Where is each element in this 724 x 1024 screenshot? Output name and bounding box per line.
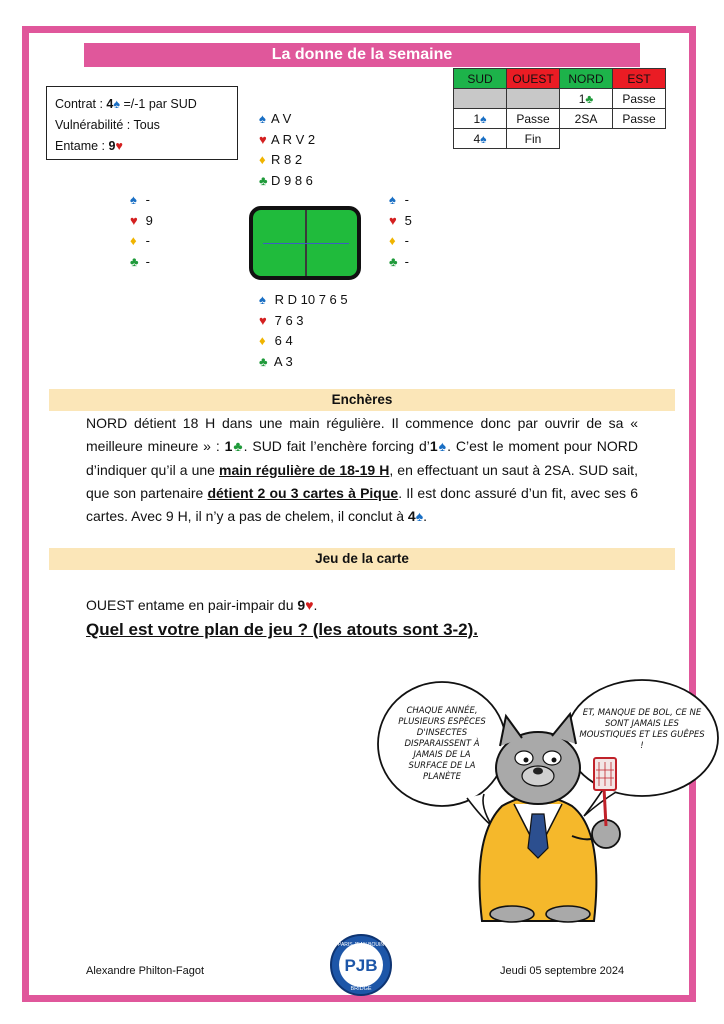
- contract-box: [46, 86, 238, 160]
- heart-icon: ♥: [130, 212, 138, 228]
- logo-top-text: PARIS JEAN BOUIN: [337, 942, 385, 948]
- contract-line: Contrat : 4♠ =/-1 par SUD: [55, 97, 197, 111]
- bid-cell: Fin: [507, 129, 560, 149]
- spade-icon: ♠: [259, 292, 266, 307]
- logo-main-text: PJB: [344, 956, 378, 975]
- header-est: EST: [613, 69, 666, 89]
- pjb-logo-icon: [329, 933, 393, 997]
- spade-icon: ♠: [480, 111, 487, 126]
- heart-icon: ♥: [259, 131, 267, 147]
- bidding-row: [454, 129, 666, 149]
- spade-icon: ♠: [480, 131, 487, 146]
- bid-cell: 1♠: [454, 109, 507, 129]
- bidding-row: [454, 109, 666, 129]
- bidding-table: [453, 68, 666, 149]
- diamond-icon: ♦: [259, 152, 266, 167]
- spade-icon: ♠: [437, 438, 448, 455]
- diamond-icon: ♦: [389, 233, 396, 248]
- lead-line: Entame : 9♥: [55, 139, 123, 153]
- speech-bubble-left: CHAQUE ANNÉE, PLUSIEURS ESPÈCES D'INSECTES DISPARAISSENT À JAMAIS DE LA SURFACE DE LA PLANÈTE: [398, 706, 486, 782]
- bid-cell: [454, 89, 507, 109]
- bidding-row: [454, 89, 666, 109]
- spade-icon: ♠: [389, 192, 396, 207]
- author: Alexandre Philton-Fagot: [86, 965, 205, 977]
- header-sud: SUD: [454, 69, 507, 89]
- date: Jeudi 05 septembre 2024: [500, 965, 625, 977]
- bid-cell: 1♣: [560, 89, 613, 109]
- header-ouest: OUEST: [507, 69, 560, 89]
- bridge-table: [249, 206, 361, 280]
- club-icon: ♣: [232, 438, 244, 455]
- header-nord: NORD: [560, 69, 613, 89]
- section-heading-jeu: Jeu de la carte: [49, 548, 675, 570]
- east-hand: ♠ - ♥ 5 ♦ - ♣ -: [389, 190, 412, 272]
- club-icon: ♣: [585, 91, 594, 106]
- bid-cell: 4♠: [454, 129, 507, 149]
- club-icon: ♣: [259, 172, 268, 188]
- question-heading: Quel est votre plan de jeu ? (les atouts sont 3-2).: [86, 620, 479, 639]
- bid-cell: Passe: [507, 109, 560, 129]
- club-icon: ♣: [259, 353, 268, 369]
- bid-cell: Passe: [613, 89, 666, 109]
- spade-icon: ♠: [113, 97, 121, 111]
- heart-icon: ♥: [115, 139, 123, 153]
- bid-cell: [507, 89, 560, 109]
- diamond-icon: ♦: [130, 233, 137, 248]
- heart-icon: ♥: [259, 312, 267, 328]
- club-logo: [329, 933, 393, 997]
- lead-paragraph: OUEST entame en pair-impair du 9♥.: [86, 597, 318, 613]
- bid-cell: 2SA: [560, 109, 613, 129]
- vulnerability-line: Vulnérabilité : Tous: [55, 118, 160, 132]
- spade-icon: ♠: [259, 111, 266, 126]
- page-title: La donne de la semaine: [84, 43, 640, 67]
- speech-bubble-right: ET, MANQUE DE BOL, CE NE SONT JAMAIS LES MOUSTIQUES ET LES GUÊPES !: [579, 708, 705, 751]
- section-heading-encheres: Enchères: [49, 389, 675, 411]
- spade-icon: ♠: [415, 508, 424, 525]
- heart-icon: ♥: [389, 212, 397, 228]
- logo-bottom-text: BRIDGE: [350, 986, 372, 992]
- encheres-paragraph: NORD détient 18 H dans une main régulière. Il commence donc par ouvrir de sa « meilleure mineure » : 1♣. SUD fait l’enchère forcing d’1♠. C’est le moment pour NORD d’indiquer qu’il a une main régulière de 18-19 H, en effectuant un saut à 2SA. SUD sait, que son partenaire détient 2 ou 3 cartes à Pique. Il est donc assuré d’un fit, avec ses 6 cartes. Avec 9 H, il n’y a pas de chelem, il conclut à 4♠.: [86, 415, 639, 525]
- club-icon: ♣: [130, 253, 139, 269]
- spade-icon: ♠: [130, 192, 137, 207]
- heart-icon: ♥: [305, 597, 314, 613]
- west-hand: ♠ - ♥ 9 ♦ - ♣ -: [130, 190, 153, 272]
- south-hand: ♠ R D 10 7 6 5 ♥ 7 6 3 ♦ 6 4 ♣ A 3: [259, 290, 348, 372]
- diamond-icon: ♦: [259, 333, 266, 348]
- north-hand: ♠ A V ♥ A R V 2 ♦ R 8 2 ♣ D 9 8 6: [259, 109, 315, 191]
- bid-cell: Passe: [613, 109, 666, 129]
- bidding-header-row: [454, 69, 666, 89]
- club-icon: ♣: [389, 253, 398, 269]
- table-divider-horizontal: [263, 243, 349, 244]
- cat-cartoon-illustration: [372, 676, 722, 926]
